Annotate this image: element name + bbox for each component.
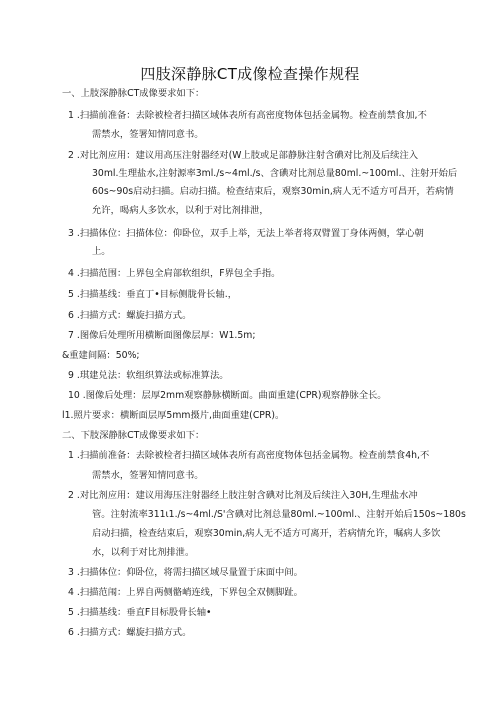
upper-item-1-line-2: 需禁水，签署知情同意书。 <box>92 129 204 140</box>
upper-item-5: 5 .扫描基线：垂直丁•目标侧胧骨长轴.， <box>68 289 238 300</box>
upper-item-2-line-2: 30ml.生理盐水,注射源率3ml./s~4ml./s、含碘对比剂总量80ml.~100ml.、注射开始后 <box>92 168 458 179</box>
lower-item-2-line-3: 启动扫描，检查结束后，观察30min,病人无不适方可离开，若病情允许，嘱病人多饮 <box>92 528 441 539</box>
upper-item-10: 10 .图像后处理：层厚2mm观察静脉横断面。曲面重建(CPR)观察静脉全长。 <box>68 390 387 401</box>
upper-item-1-line-1: 1 .扫描前准备：去除被检者扫描区域体表所有高密度物体包括金属物。检查前禁食加,不 <box>68 110 427 121</box>
lower-item-2-line-1: 2 .对比剂应用：建议用海压注射器经上肢注射含碘对比剂及后续注入30H,生理盐水冲 <box>68 490 418 501</box>
upper-item-2-line-3: 60s~90s启动扫描。启动扫描。检查结束后，观察30min,病人无不适方可昌开，若病情 <box>92 186 454 197</box>
upper-item-7: 7 .图像后处理所用横断面图像层厚：W1.5m; <box>68 330 256 341</box>
lower-item-6: 6 .扫描方式：螺旋扫描方式。 <box>68 627 192 638</box>
lower-item-1-line-1: 1 .扫描前准备：去除被检者扫描区域体表所有高密度物体包括金属物。检查前禁食4h,不 <box>68 450 430 461</box>
upper-item-3-line-1: 3 .扫描体位：扫描体位：仰卧位，双手上举，无法上举者将双臂置丁身体两侧，掌心朝 <box>68 228 424 239</box>
lower-item-2-line-4: 水，以利于对比剂排泄。 <box>92 547 195 558</box>
upper-item-6: 6 .扫描方式：螺旋扫描方式。 <box>68 310 192 321</box>
upper-item-2-line-1: 2 .对比剂应用：建议用高压注射器经对(W上肢或足部静脉注射含碘对比剂及后续注入 <box>68 150 419 161</box>
lower-item-2-line-2: 管。注射流率311ι1./s~4ml./S'含碘对比剂总量80ml.~100ml.、注射开始后150s~180s <box>92 509 466 520</box>
upper-item-2-line-4: 允许，喝病人多饮水，以利于对比剂排泄， <box>92 205 269 216</box>
lower-item-4: 4 .扫描范闱：上界自两侧骼峭连线，下界包全双侧脚趾。 <box>68 587 303 598</box>
upper-item-9: 9 .琪建兑法：软组织算法或标准算法。 <box>68 370 229 381</box>
upper-item-11: l1.照片要求：横断面层厚5mm摄片,曲面重建(CPR)。 <box>62 410 285 421</box>
upper-item-8: &重建间隔：50%; <box>62 350 140 361</box>
upper-item-3-line-2: 上。 <box>92 246 111 257</box>
lower-item-3: 3 .扫描体位：仰卧位，将需扫描区域尽量置于床面中间。 <box>68 567 303 578</box>
section-heading-lower-limb: 二、下肢深静脉CT成像要求如下： <box>62 430 205 441</box>
section-heading-upper-limb: 一、上肢深静脉CT成像要求如下： <box>62 88 205 99</box>
lower-item-5: 5 .扫描基线：垂直F目标股骨长轴• <box>68 607 212 618</box>
document-title: 四肢深静脉CT成像检查操作规程 <box>140 65 360 83</box>
lower-item-1-line-2: 需禁水，签署知情同意书。 <box>92 470 204 481</box>
upper-item-4: 4 .扫描范围：上界包全肩部软组织，F界包全手指。 <box>68 268 281 279</box>
